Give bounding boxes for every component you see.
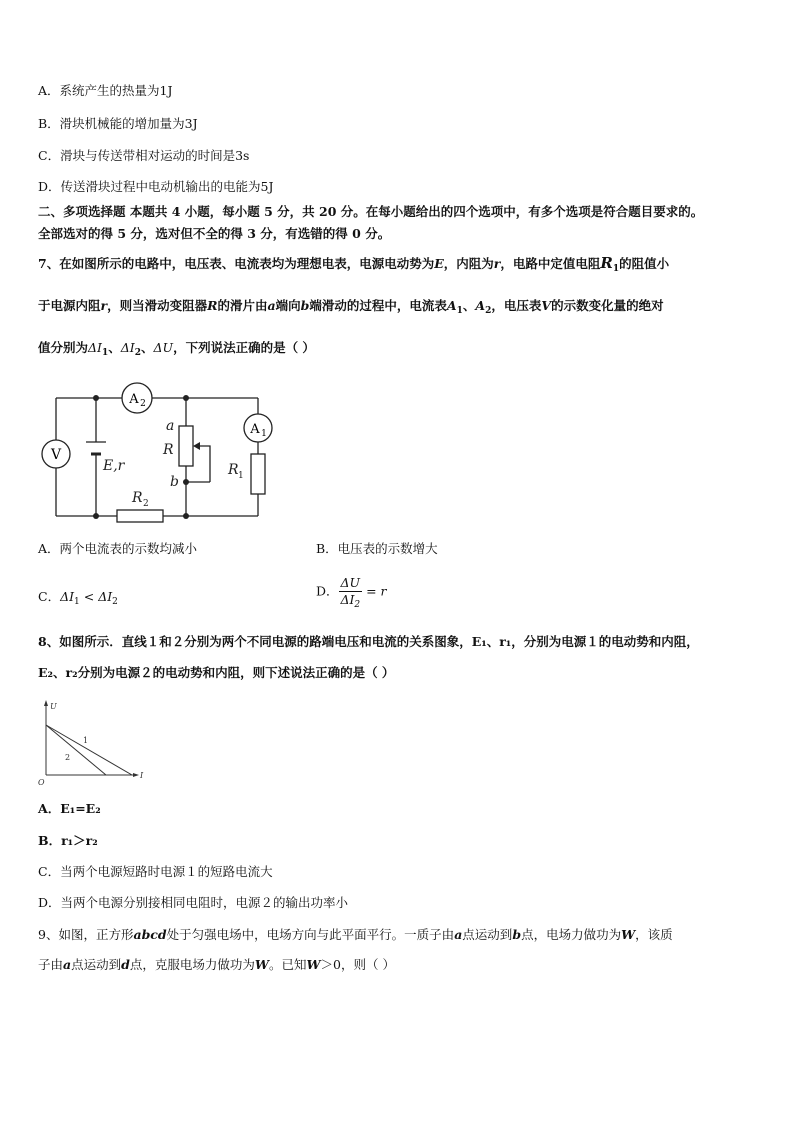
voltmeter-label: V (50, 447, 62, 463)
q9-stem-line1: 9、如图，正方形abcd处于匀强电场中，电场方向与此平面平行。一质子由a点运动到b点，电场力做功为W，该质 (38, 927, 673, 942)
rheostat-r-label: R (163, 442, 174, 458)
ammeter-a2-label: A (129, 392, 139, 407)
axis-u-label: U (50, 702, 57, 711)
terminal-a-label: a (166, 418, 175, 434)
section-2-instructions-line1: 二、多项选择题 本题共 4 小题，每小题 5 分，共 20 分。在每小题给出的四个选项中，有多个选项是符合题目要求的。 (38, 204, 704, 219)
q7-stem-line3: 值分别为$\Delta I_1$、$\Delta I_2$、ΔU，下列说法正确的是（ ） (38, 340, 315, 358)
q8-ui-graph (36, 697, 146, 787)
q6-option-a: A．系统产生的热量为1J (38, 83, 173, 98)
ammeter-a1-sub: 1 (261, 429, 267, 439)
ammeter-a2-sub: 2 (140, 399, 146, 409)
q8-stem-line1: 8、如图所示．直线１和２分别为两个不同电源的路端电压和电流的关系图象，E₁、r₁，分别为电源１的电动势和内阻， (38, 634, 699, 649)
q8-option-d: D．当两个电源分别接相同电阻时，电源２的输出功率小 (38, 895, 349, 910)
q8-option-c: C．当两个电源短路时电源１的短路电流大 (38, 864, 273, 879)
battery-label: E,r (103, 458, 125, 474)
line-1-label: 1 (83, 736, 89, 745)
axis-i-label: I (140, 771, 144, 780)
q8-option-b: B．r₁＞r₂ (38, 833, 98, 848)
q6-option-c: C．滑块与传送带相对运动的时间是3s (38, 148, 250, 163)
q7-option-b: B．电压表的示数增大 (316, 541, 438, 556)
r1-label: R (228, 462, 239, 478)
q7-option-d: D． $\frac{\Delta U}{\Delta I_2}$ = r (316, 575, 387, 610)
q7-stem-line1: 7、在如图所示的电路中，电压表、电流表均为理想电表，电源电动势为E，内阻为r，电路中定值电阻$R_1$的阻值小 (38, 254, 670, 274)
q6-option-d: D．传送滑块过程中电动机输出的电能为5J (38, 179, 274, 194)
r1-sub: 1 (238, 471, 244, 481)
q9-stem-line2: 子由a点运动到d点，克服电场力做功为W。已知W＞0，则（ ） (38, 957, 395, 972)
line-2-label: 2 (65, 753, 71, 762)
r2-sub: 2 (143, 499, 149, 509)
q7-stem-line2: 于电源内阻r，则当滑动变阻器R的滑片由a端向b端滑动的过程中，电流表$A_1$、$A_2$，电压表V的示数变化量的绝对 (38, 298, 664, 316)
ammeter-a1-label: A (250, 422, 260, 437)
q7-option-c: C．$\Delta I_1 < \Delta I_2$ (38, 589, 118, 607)
r2-label: R (132, 490, 143, 506)
section-2-instructions-line2: 全部选对的得 5 分，选对但不全的得 3 分，有选错的得 0 分。 (38, 226, 391, 241)
q8-option-a: A．E₁=E₂ (38, 801, 101, 816)
q7-circuit-diagram (36, 378, 286, 528)
q6-option-b: B．滑块机械能的增加量为3J (38, 116, 198, 131)
terminal-b-label: b (170, 474, 179, 490)
q8-stem-line2: E₂、r₂分别为电源２的电动势和内阻，则下述说法正确的是（ ） (38, 665, 395, 680)
origin-label: O (38, 778, 45, 787)
q7-option-a: A．两个电流表的示数均减小 (38, 541, 198, 556)
